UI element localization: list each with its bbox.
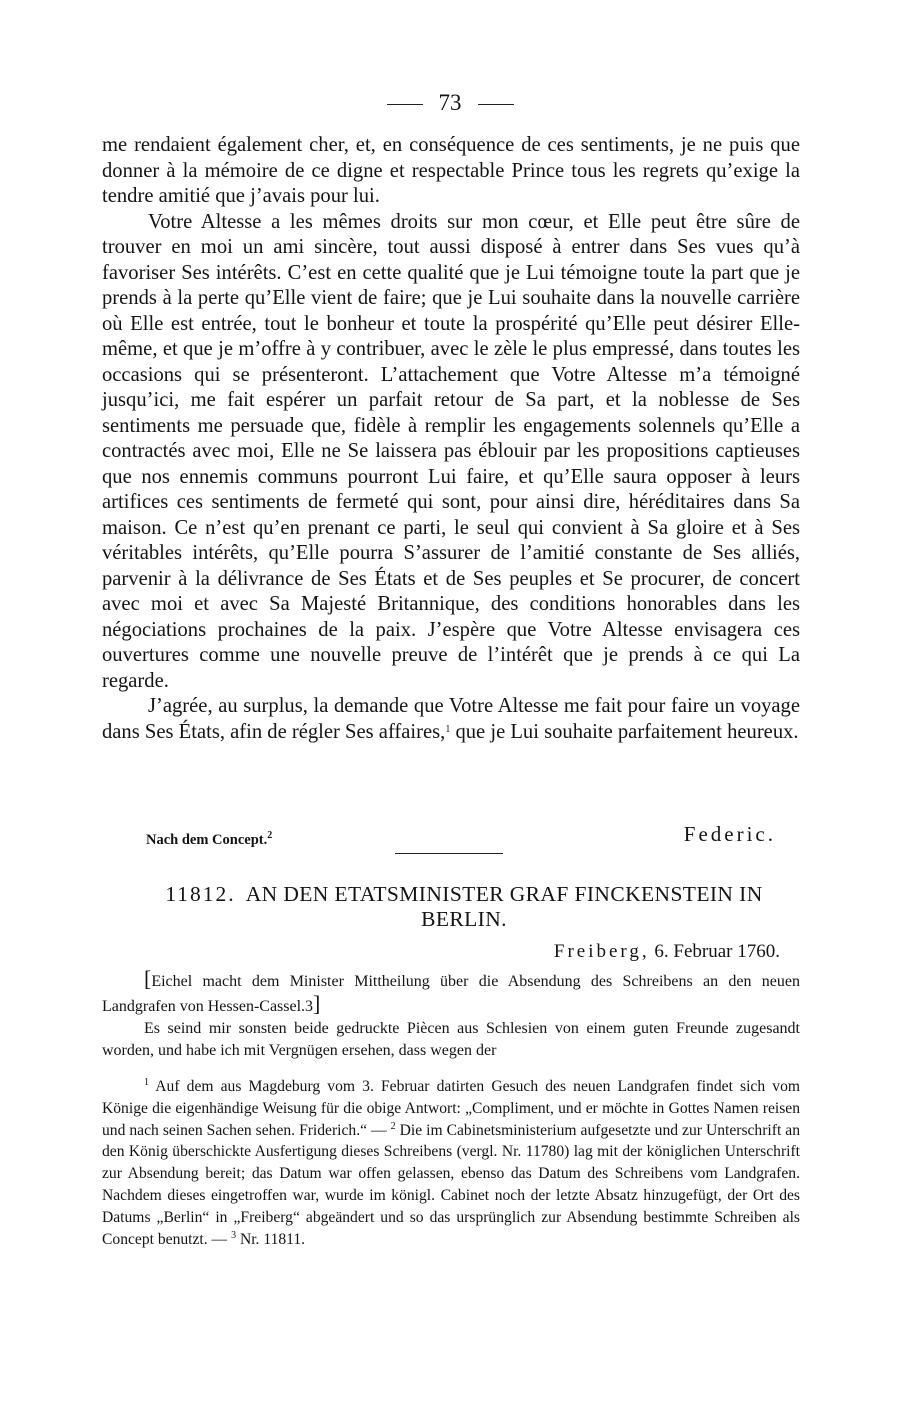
footnote-ref-1: 1	[445, 723, 451, 735]
letter-paragraph-3	[102, 694, 800, 745]
footnote-1-text: Auf dem aus Magdeburg vom 3. Februar datirten Gesuch des neuen Landgrafen findet sich vom Könige die eigenhändige Weisung für die obige Antwort: „Compliment, und er möchte in Gottes Namen reisen und nach seinen Sachen sehen. Friderich.“ —	[102, 1078, 801, 1139]
footnote-ref-2: 2	[267, 830, 273, 841]
document-heading	[128, 882, 800, 932]
editorial-summary	[102, 968, 800, 1018]
place-date	[554, 940, 780, 964]
letter-paragraph-3-text: J’agrée, au surplus, la demande que Votre Altesse me fait pour faire un voyage dans Ses États, afin de régler Ses affaires,	[102, 695, 800, 743]
document-title: AN DEN ETATSMINISTER GRAF FINCKENSTEIN IN BERLIN.	[245, 882, 763, 931]
section-divider	[395, 853, 503, 854]
footnote-block	[102, 1076, 800, 1250]
page-number-right-dash	[478, 104, 514, 105]
bracket-close: ]	[313, 991, 321, 1016]
concept-note-text: Nach dem Concept.	[146, 832, 268, 848]
closing-row	[146, 822, 776, 852]
bracket-open: [	[144, 966, 152, 991]
summary-text: Eichel macht dem Minister Mittheilung über die Absendung des Schreibens an den neuen Landgrafen von Hessen-Cassel.	[102, 973, 800, 1015]
page-number	[0, 88, 900, 118]
footnote-1-marker: 1	[144, 1077, 149, 1088]
footnote-2-text: Die im Cabinetsministerium aufgesetzte und zur Unterschrift an den König überschickte Ausfertigung dieses Schreibens (vergl. Nr. 11780) lag mit der königlichen Unterschrift zur Absendung bereit; das Datum war offen gelassen, ebenso das Datum des Schreibens vom Landgrafen. Nachdem dieses eingetroffen war, wurde im königl. Cabinet noch der letzte Absatz hinzugefügt, der Ort des Datums „Berlin“ in „Freiberg“ abgeändert und so das ursprünglich zur Absendung bestimmte Schreiben als Concept benutzt. —	[102, 1121, 800, 1248]
letter-paragraph-2: Votre Altesse a les mêmes droits sur mon cœur, et Elle peut être sûre de trouver en moi un ami sincère, tout aussi disposé à entrer dans Ses vues qu’à favoriser Ses intérêts. C’est en cette qualité que je Lui témoigne toute la part que je prends à la perte qu’Elle vient de faire; que je Lui souhaite dans la nouvelle carrière où Elle est entrée, tout le bonheur et toute la prospérité qu’Elle peut désirer Elle-même, et que je m’offre à y contribuer, avec le zèle le plus empressé, dans toutes les occasions qui se présenteront. L’attachement que Votre Altesse m’a témoigné jusqu’ici, me fait espérer un parfait retour de Sa part, et la noblesse de Ses sentiments me persuade que, fidèle à remplir les engagements solennels qu’Elle a contractés avec moi, Elle ne Se laissera pas éblouir par les propositions captieuses que nos ennemis communs pourront Lui faire, et qu’Elle saura opposer à leurs artifices ces sentiments de fermeté qui sont, pour ainsi dire, héréditaires dans Sa maison. Ce n’est qu’en prenant ce parti, le seul qui convient à Sa gloire et à Ses véritables intérêts, qu’Elle pourra S’assurer de l’amitié constante de Ses alliés, parvenir à la délivrance de Ses États et de Ses peuples et Se procurer, de concert avec moi et avec Sa Majesté Britannique, des conditions honorables dans les négociations prochaines de la paix. J’espère que Votre Altesse envisagera ces ouvertures comme une nouvelle preuve de l’intérêt que je prends à ce qui La regarde.	[102, 210, 800, 692]
letter-paragraph-1: me rendaient également cher, et, en conséquence de ces sentiments, je ne puis que donner à la mémoire de ce digne et respectable Prince tous les regrets qu’exige la tendre amitié que j’avais pour lui.	[102, 134, 800, 207]
page-number-left-dash	[387, 104, 423, 105]
document-number: 11812.	[165, 882, 236, 906]
summary-ref: 3	[305, 998, 314, 1015]
footnote-2-marker: 2	[390, 1120, 396, 1132]
footnotes	[102, 1076, 800, 1250]
letter-paragraph-3-end: que je Lui souhaite parfaitement heureux.	[450, 720, 799, 743]
page-number-text: 73	[438, 90, 462, 115]
letter-body	[102, 133, 800, 745]
document-body	[102, 968, 800, 1062]
footnote-3-marker: 3	[231, 1229, 237, 1241]
date: 6. Februar 1760.	[654, 941, 780, 962]
place: Freiberg,	[553, 941, 650, 962]
footnote-3-text: Nr. 11811.	[239, 1230, 306, 1248]
concept-note	[146, 832, 272, 849]
document-text: Es seind mir sonsten beide gedruckte Piècen aus Schlesien von einem guten Freunde zugesandt worden, und habe ich mit Vergnügen ersehen, dass wegen der	[102, 1020, 800, 1059]
signature: Federic.	[683, 822, 776, 846]
